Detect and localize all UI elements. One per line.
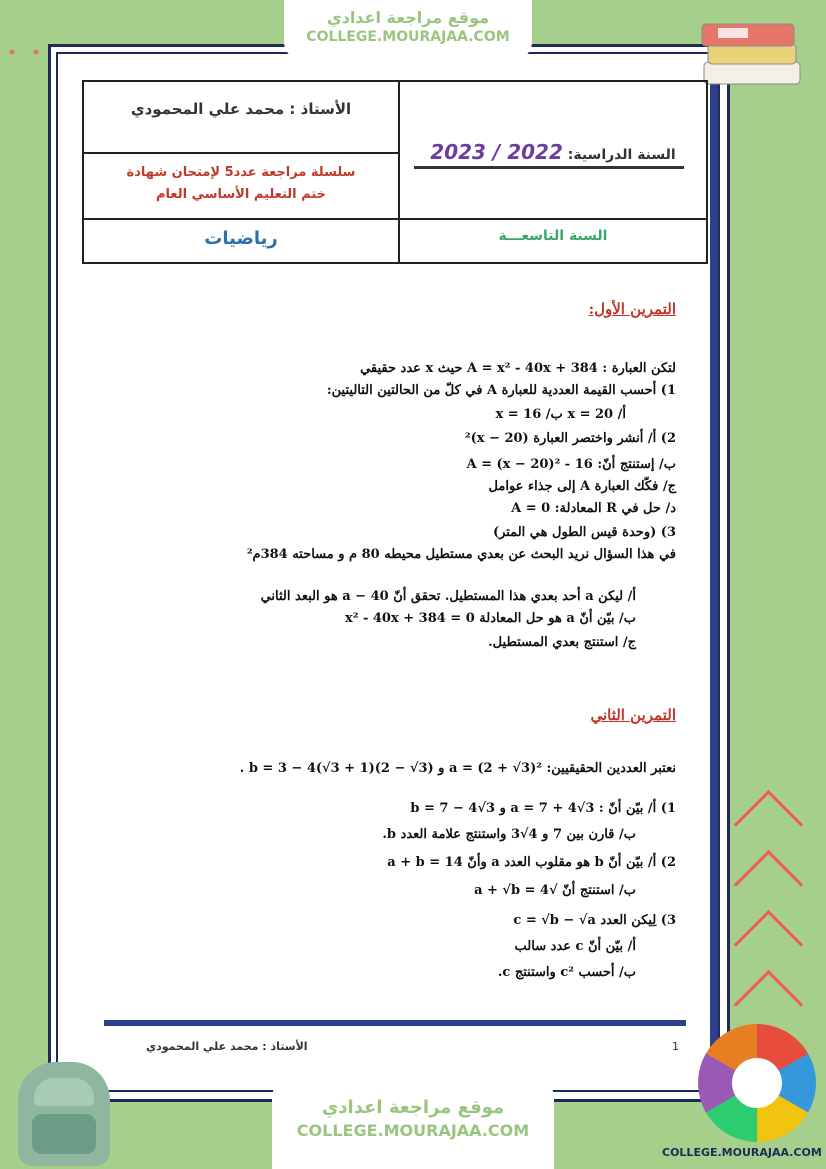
series-title <box>84 162 398 206</box>
subject: رياضيات <box>204 228 278 249</box>
exercise2-line: ب/ قارن بين 7 و 4√3 واستنتج علامة العدد b. <box>382 827 636 842</box>
exercise1-line: 2) أ/ أنشر واختصر العبارة (x − 20)² <box>464 431 676 446</box>
exercise1-line: 3) (وحدة قيس الطول هي المتر) <box>492 525 676 540</box>
page-number: 1 <box>672 1040 679 1053</box>
series-line-1: سلسلة مراجعة عدد5 لإمتحان شهادة <box>126 165 356 180</box>
site-logo-icon[interactable] <box>698 1024 816 1142</box>
books-icon <box>698 14 808 94</box>
exercise2-line: أ/ بيّن أنّ c عدد سالب <box>514 939 636 954</box>
series-line-2: ختم التعليم الأساسي العام <box>155 187 327 202</box>
site-banner-top[interactable] <box>284 0 532 60</box>
exercise2-line: نعتبر العددين الحقيقيين: a = (2 + √3)² و b = 3 − 4(√3 + 1)(2 − √3) . <box>239 761 676 776</box>
site-url: COLLEGE.MOURAJAA.COM <box>306 29 510 45</box>
exercise1-line: أ/ ليكن a أحد بعدي هذا المستطيل. تحقق أنّ a − 40 هو البعد الثاني <box>260 589 636 604</box>
year-label: السنة الدراسية: <box>567 147 676 163</box>
exercise2-line: 2) أ/ بيّن أنّ b هو مقلوب العدد a وأنّ a + b = 14 <box>387 855 676 870</box>
exercise1-line: في هذا السؤال نريد البحث عن بعدي مستطيل محيطه 80 م و مساحته 384م² <box>246 547 676 562</box>
school-year <box>400 140 706 164</box>
exercise1-line: ب/ بيّن أنّ a هو حل المعادلة x² - 40x + 384 = 0 <box>344 611 636 626</box>
exercise1-line: 1) أحسب القيمة العددية للعبارة A في كلّ من الحالتين التاليتين: <box>326 383 676 398</box>
footer-teacher: الأستاذ : محمد علي المحمودي <box>146 1040 308 1053</box>
exercise1-line: ج/ استنتج بعدي المستطيل. <box>488 635 636 650</box>
exercise2-title: التمرين الثاني <box>590 706 676 724</box>
site-name: موقع مراجعة اعدادي <box>326 8 490 27</box>
site-name-bottom: موقع مراجعة اعدادي <box>321 1097 505 1118</box>
site-banner-bottom[interactable] <box>272 1074 554 1169</box>
year-underline <box>414 166 684 169</box>
class-level: السنة التاسعـــة <box>498 228 608 244</box>
year-value: 2022 / 2023 <box>430 140 563 164</box>
exercise1-line: د/ حل في R المعادلة: A = 0 <box>511 501 676 516</box>
exercise1-line: ج/ فكّك العبارة A إلى جذاء عوامل <box>488 479 676 494</box>
exercise1-line: ب/ إستنتج أنّ: A = (x − 20)² - 16 <box>466 457 676 472</box>
page-side-bar <box>710 52 718 1088</box>
site-url-bottom: COLLEGE.MOURAJAA.COM <box>296 1121 530 1140</box>
chevron-decoration-icon <box>734 910 803 979</box>
exercise1-title: التمرين الأول: <box>588 300 676 318</box>
teacher-name: الأستاذ : محمد علي المحمودي <box>130 100 352 118</box>
exercise2-line: 1) أ/ بيّن أنّ : a = 7 + 4√3 و b = 7 − 4√3 <box>410 801 676 816</box>
chevron-decoration-icon <box>734 790 803 859</box>
exercise1-line: أ/ x = 20 ب/ x = 16 <box>495 407 626 422</box>
logo-url: COLLEGE.MOURAJAA.COM <box>662 1146 822 1159</box>
backpack-icon <box>18 1062 110 1166</box>
header-table <box>82 80 708 264</box>
exercise1-line: لتكن العبارة : A = x² - 40x + 384 حيث x عدد حقيقي <box>360 361 676 376</box>
footer-bar <box>104 1020 686 1026</box>
exercise2-line: 3) لِيكن العدد c = √b − √a <box>513 913 676 928</box>
exercise2-line: ب/ أحسب c² واستنتج c. <box>497 965 636 980</box>
exercise2-line: ب/ استنتج أنّ √a + √b = 4 <box>474 883 636 898</box>
chevron-decoration-icon <box>734 850 803 919</box>
